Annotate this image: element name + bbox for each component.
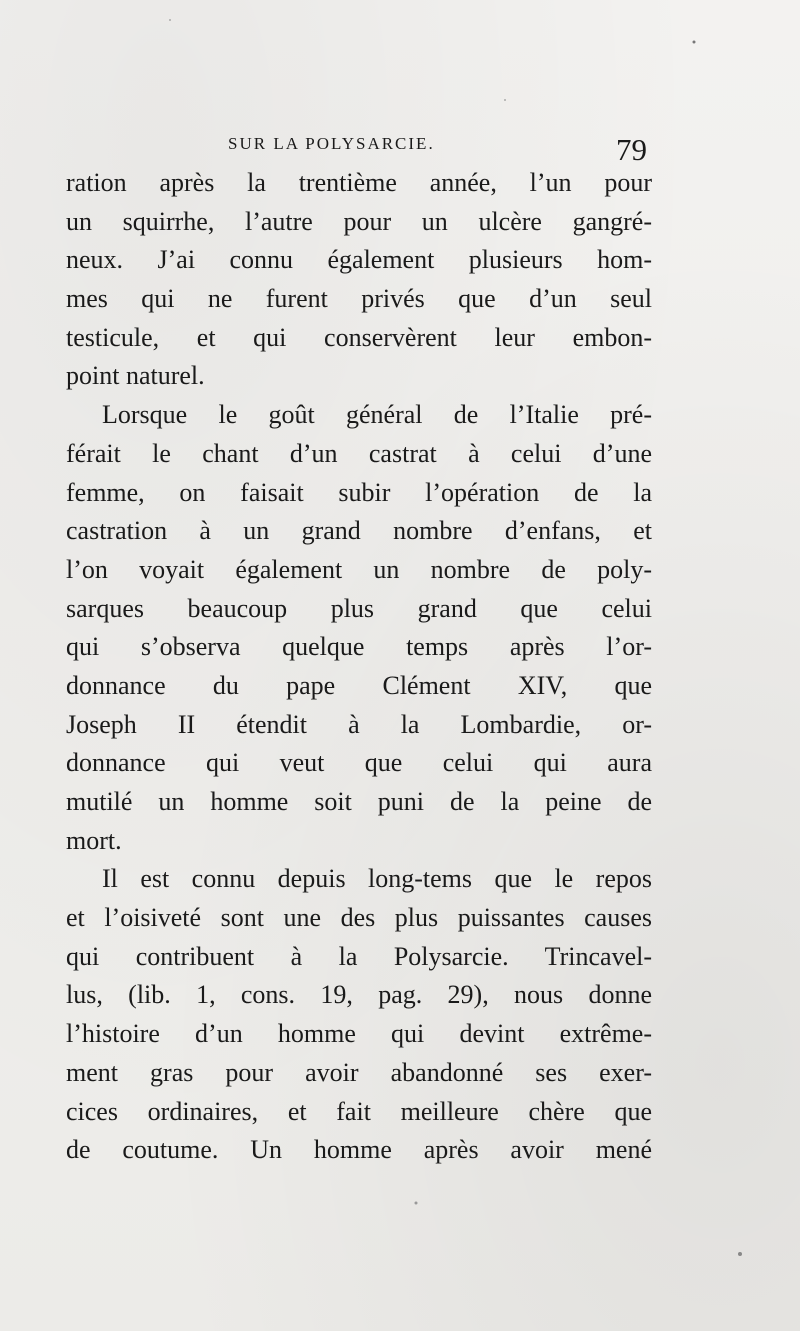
text-line: et l’oisiveté sont une des plus puissantes causes <box>66 903 652 933</box>
text-line: donnance qui veut que celui qui aura <box>66 748 652 778</box>
text-line: l’histoire d’un homme qui devint extrême- <box>66 1019 652 1049</box>
text-line: femme, on faisait subir l’opération de la <box>66 477 652 507</box>
text-line: point naturel. <box>66 361 205 391</box>
text-line: de coutume. Un homme après avoir mené <box>66 1135 652 1165</box>
text-line: mort. <box>66 825 122 855</box>
text-line: ment gras pour avoir abandonné ses exer- <box>66 1057 652 1087</box>
text-line: sarques beaucoup plus grand que celui <box>66 593 652 623</box>
text-line: Joseph II étendit à la Lombardie, or- <box>66 709 652 739</box>
running-head: SUR LA POLYSARCIE. <box>228 134 435 153</box>
text-line: qui contribuent à la Polysarcie. Trincavel- <box>66 941 652 971</box>
text-line: cices ordinaires, et fait meilleure chère que <box>66 1096 652 1126</box>
text-line: férait le chant d’un castrat à celui d’une <box>66 438 652 468</box>
text-line: qui s’observa quelque temps après l’or- <box>66 632 652 662</box>
text-line: Lorsque le goût général de l’Italie pré- <box>102 400 652 430</box>
page-number: 79 <box>616 132 647 167</box>
body-text <box>66 164 652 1170</box>
text-line: un squirrhe, l’autre pour un ulcère gangré- <box>66 206 652 236</box>
text-line: mutilé un homme soit puni de la peine de <box>66 787 652 816</box>
text-line: donnance du pape Clément XIV, que <box>66 670 652 700</box>
text-line: lus, (lib. 1, cons. 19, pag. 29), nous donne <box>66 980 652 1010</box>
text-line: castration à un grand nombre d’enfans, et <box>66 516 652 546</box>
text-line: Il est connu depuis long-tems que le repos <box>102 864 652 894</box>
text-line: neux. J’ai connu également plusieurs hom- <box>66 245 652 275</box>
text-line: mes qui ne furent privés que d’un seul <box>66 284 652 314</box>
text-line: ration après la trentième année, l’un pour <box>66 168 652 197</box>
text-line: testicule, et qui conservèrent leur embon- <box>66 322 652 352</box>
text-line: l’on voyait également un nombre de poly- <box>66 554 652 584</box>
